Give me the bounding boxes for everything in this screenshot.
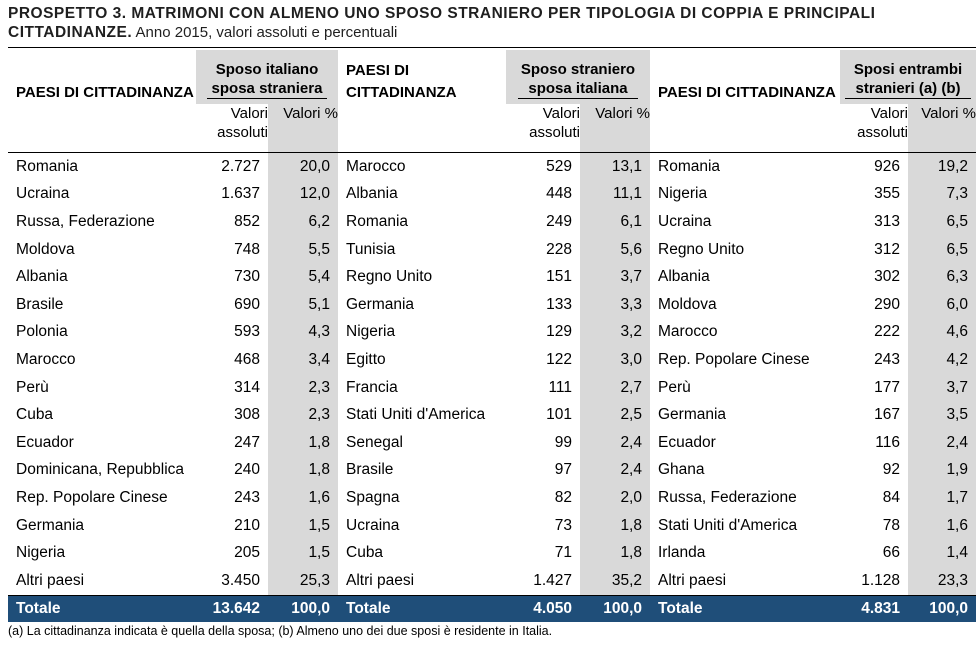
cell-abs-3: 313 (874, 212, 900, 230)
cell-abs-3: 92 (882, 461, 900, 479)
cell-abs-2: 151 (546, 268, 572, 286)
cell-pct-3: 1,4 (908, 539, 976, 567)
cell-abs-1: 593 (234, 323, 260, 341)
cell-country-1: Marocco (16, 350, 76, 368)
cell-country-1: Cuba (16, 406, 54, 424)
cell-country-3: Moldova (658, 295, 717, 313)
table-row (8, 429, 976, 457)
cell-pct-3: 7,3 (908, 181, 976, 209)
cell-pct-2: 2,4 (580, 429, 650, 457)
total-pct-3: 100,0 (908, 595, 976, 622)
cell-pct-3: 3,5 (908, 401, 976, 429)
cell-abs-3: 78 (882, 516, 900, 534)
cell-country-2: Altri paesi (346, 571, 415, 589)
statistics-table (8, 50, 976, 622)
header-group-2 (506, 50, 650, 104)
cell-country-3: Marocco (658, 323, 718, 341)
cell-pct-3: 1,6 (908, 512, 976, 540)
cell-country-3: Ucraina (658, 212, 712, 230)
cell-pct-3: 6,0 (908, 291, 976, 319)
table-row (8, 484, 976, 512)
cell-abs-2: 111 (548, 378, 572, 396)
table-row (8, 374, 976, 402)
cell-abs-2: 82 (554, 488, 572, 506)
header-spacer (650, 104, 840, 153)
cell-pct-1: 1,5 (268, 512, 338, 540)
title-subtitle: Anno 2015, valori assoluti e percentuali (132, 24, 398, 41)
table-body (8, 153, 976, 596)
total-row (8, 595, 976, 622)
cell-pct-3: 6,5 (908, 236, 976, 264)
cell-abs-1: 852 (234, 212, 260, 230)
total-label-2: Totale (338, 595, 506, 622)
table-row (8, 263, 976, 291)
cell-country-2: Stati Uniti d'America (346, 406, 486, 424)
cell-abs-1: 730 (234, 268, 260, 286)
title-bold: PROSPETTO 3. MATRIMONI CON ALMENO UNO SPOSO STRANIERO PER TIPOLOGIA DI COPPIA E PRINCIPALI CITTADINANZE. (8, 5, 876, 41)
cell-abs-3: 355 (874, 185, 900, 203)
cell-country-3: Ghana (658, 461, 705, 479)
table-row (8, 401, 976, 429)
cell-pct-1: 25,3 (268, 567, 338, 595)
cell-pct-1: 2,3 (268, 401, 338, 429)
cell-country-1: Ecuador (16, 433, 74, 451)
cell-country-1: Romania (16, 157, 79, 175)
cell-abs-3: 177 (874, 378, 900, 396)
cell-pct-2: 3,7 (580, 263, 650, 291)
cell-pct-1: 5,4 (268, 263, 338, 291)
cell-pct-2: 1,8 (580, 512, 650, 540)
cell-country-3: Regno Unito (658, 240, 745, 258)
header-group-row (8, 50, 976, 104)
table-row (8, 236, 976, 264)
cell-abs-1: 748 (234, 240, 260, 258)
cell-country-3: Nigeria (658, 185, 708, 203)
cell-abs-1: 468 (234, 350, 260, 368)
cell-country-2: Regno Unito (346, 268, 433, 286)
header-group-3 (840, 50, 976, 104)
total-pct-1: 100,0 (268, 595, 338, 622)
header-pct-1: Valori % (268, 104, 338, 153)
cell-pct-1: 3,4 (268, 346, 338, 374)
cell-country-2: Cuba (346, 544, 384, 562)
cell-pct-2: 2,7 (580, 374, 650, 402)
table-row (8, 181, 976, 209)
header-group-1 (196, 50, 338, 104)
cell-pct-3: 1,9 (908, 457, 976, 485)
cell-abs-3: 312 (874, 240, 900, 258)
cell-country-1: Germania (16, 516, 85, 534)
footnote: (a) La cittadinanza indicata è quella della sposa; (b) Almeno uno dei due sposi è residente in Italia. (8, 624, 553, 638)
cell-pct-2: 3,0 (580, 346, 650, 374)
cell-country-2: Spagna (346, 488, 400, 506)
table-row (8, 512, 976, 540)
cell-abs-1: 314 (234, 378, 260, 396)
cell-country-2: Marocco (346, 157, 406, 175)
cell-country-1: Moldova (16, 240, 75, 258)
cell-country-2: Egitto (346, 350, 386, 368)
cell-country-2: Francia (346, 378, 398, 396)
cell-abs-1: 2.727 (221, 157, 260, 175)
cell-pct-2: 2,4 (580, 457, 650, 485)
table-title (8, 4, 976, 42)
cell-country-1: Rep. Popolare Cinese (16, 488, 168, 506)
cell-pct-1: 2,3 (268, 374, 338, 402)
cell-pct-3: 1,7 (908, 484, 976, 512)
cell-abs-3: 243 (874, 350, 900, 368)
cell-country-3: Romania (658, 157, 721, 175)
cell-country-2: Brasile (346, 461, 394, 479)
cell-country-3: Albania (658, 268, 710, 286)
cell-country-1: Altri paesi (16, 571, 85, 589)
cell-abs-1: 690 (234, 295, 260, 313)
cell-abs-2: 129 (546, 323, 572, 341)
header-pct-3: Valori % (908, 104, 976, 153)
table-row (8, 291, 976, 319)
cell-abs-2: 133 (546, 295, 572, 313)
cell-country-3: Altri paesi (658, 571, 727, 589)
cell-abs-3: 116 (875, 433, 900, 451)
cell-abs-2: 73 (554, 516, 572, 534)
table-row (8, 539, 976, 567)
cell-abs-3: 302 (874, 268, 900, 286)
cell-pct-2: 2,5 (580, 401, 650, 429)
cell-country-3: Ecuador (658, 433, 716, 451)
cell-pct-3: 2,4 (908, 429, 976, 457)
cell-pct-3: 23,3 (908, 567, 976, 595)
cell-pct-2: 6,1 (580, 208, 650, 236)
cell-abs-1: 210 (234, 516, 260, 534)
cell-country-1: Ucraina (16, 185, 70, 203)
cell-country-3: Irlanda (658, 544, 706, 562)
cell-pct-1: 1,8 (268, 429, 338, 457)
cell-pct-2: 1,8 (580, 539, 650, 567)
cell-abs-3: 926 (874, 157, 900, 175)
cell-abs-2: 99 (554, 433, 572, 451)
cell-abs-3: 66 (882, 544, 900, 562)
cell-pct-2: 2,0 (580, 484, 650, 512)
cell-abs-2: 228 (546, 240, 572, 258)
cell-pct-2: 3,3 (580, 291, 650, 319)
cell-country-2: Ucraina (346, 516, 400, 534)
cell-abs-2: 122 (546, 350, 572, 368)
table-row (8, 457, 976, 485)
cell-country-1: Dominicana, Repubblica (16, 461, 185, 479)
header-sub-row (8, 104, 976, 153)
cell-country-1: Albania (16, 268, 68, 286)
cell-pct-2: 3,2 (580, 319, 650, 347)
cell-abs-1: 205 (234, 544, 260, 562)
total-pct-2: 100,0 (580, 595, 650, 622)
cell-abs-1: 308 (234, 406, 260, 424)
header-spacer (338, 104, 506, 153)
cell-pct-1: 1,5 (268, 539, 338, 567)
cell-abs-3: 84 (882, 488, 900, 506)
cell-country-2: Senegal (346, 433, 403, 451)
cell-pct-1: 5,1 (268, 291, 338, 319)
cell-country-1: Brasile (16, 295, 64, 313)
cell-pct-3: 6,5 (908, 208, 976, 236)
cell-country-1: Perù (16, 378, 49, 396)
cell-abs-2: 249 (546, 212, 572, 230)
cell-pct-3: 4,6 (908, 319, 976, 347)
cell-abs-1: 240 (234, 461, 260, 479)
total-abs-2: 4.050 (506, 595, 580, 622)
cell-country-3: Rep. Popolare Cinese (658, 350, 810, 368)
total-abs-1: 13.642 (196, 595, 268, 622)
cell-pct-3: 6,3 (908, 263, 976, 291)
cell-abs-3: 1.128 (861, 571, 900, 589)
table-row (8, 567, 976, 595)
cell-country-2: Germania (346, 295, 415, 313)
header-abs-2: Valori assoluti (529, 105, 580, 141)
cell-country-2: Albania (346, 185, 398, 203)
header-abs-1: Valori assoluti (217, 105, 268, 141)
cell-country-2: Nigeria (346, 323, 396, 341)
cell-country-3: Germania (658, 406, 727, 424)
table-row (8, 346, 976, 374)
cell-abs-2: 97 (554, 461, 572, 479)
cell-pct-3: 4,2 (908, 346, 976, 374)
cell-pct-1: 1,8 (268, 457, 338, 485)
cell-abs-2: 1.427 (533, 571, 572, 589)
total-abs-3: 4.831 (840, 595, 908, 622)
cell-pct-3: 3,7 (908, 374, 976, 402)
cell-abs-2: 101 (546, 406, 572, 424)
cell-abs-2: 71 (554, 544, 572, 562)
cell-pct-2: 5,6 (580, 236, 650, 264)
cell-abs-1: 247 (234, 433, 260, 451)
cell-country-2: Tunisia (346, 240, 396, 258)
cell-abs-3: 290 (874, 295, 900, 313)
header-group-1-label: Sposo italiano sposa straniera (207, 60, 327, 99)
cell-country-3: Russa, Federazione (658, 488, 797, 506)
cell-abs-1: 3.450 (221, 571, 260, 589)
table-row (8, 319, 976, 347)
header-country-1: PAESI DI CITTADINANZA (16, 84, 194, 101)
header-country-3: PAESI DI CITTADINANZA (658, 84, 836, 101)
cell-pct-3: 19,2 (908, 153, 976, 181)
cell-pct-1: 5,5 (268, 236, 338, 264)
cell-pct-1: 20,0 (268, 153, 338, 181)
header-pct-2: Valori % (580, 104, 650, 153)
total-label-1: Totale (8, 595, 196, 622)
total-label-3: Totale (650, 595, 840, 622)
cell-pct-1: 4,3 (268, 319, 338, 347)
cell-country-1: Russa, Federazione (16, 212, 155, 230)
header-abs-3: Valori assoluti (857, 105, 908, 141)
cell-pct-1: 1,6 (268, 484, 338, 512)
header-spacer (8, 104, 196, 153)
top-rule (8, 47, 976, 48)
table-row (8, 208, 976, 236)
cell-country-3: Stati Uniti d'America (658, 516, 798, 534)
cell-country-3: Perù (658, 378, 691, 396)
cell-pct-2: 13,1 (580, 153, 650, 181)
cell-pct-1: 6,2 (268, 208, 338, 236)
cell-abs-3: 167 (874, 406, 900, 424)
cell-abs-1: 243 (234, 488, 260, 506)
cell-abs-2: 529 (546, 157, 572, 175)
cell-pct-2: 11,1 (580, 181, 650, 209)
cell-country-2: Romania (346, 212, 409, 230)
header-group-3-label: Sposi entrambi stranieri (a) (b) (845, 60, 971, 99)
header-country-2: PAESI DI CITTADINANZA (346, 62, 457, 101)
cell-abs-1: 1.637 (221, 185, 260, 203)
cell-pct-2: 35,2 (580, 567, 650, 595)
header-group-2-label: Sposo straniero sposa italiana (518, 60, 638, 99)
cell-country-1: Polonia (16, 323, 68, 341)
cell-country-1: Nigeria (16, 544, 66, 562)
cell-pct-1: 12,0 (268, 181, 338, 209)
table-row (8, 153, 976, 181)
cell-abs-2: 448 (546, 185, 572, 203)
cell-abs-3: 222 (874, 323, 900, 341)
